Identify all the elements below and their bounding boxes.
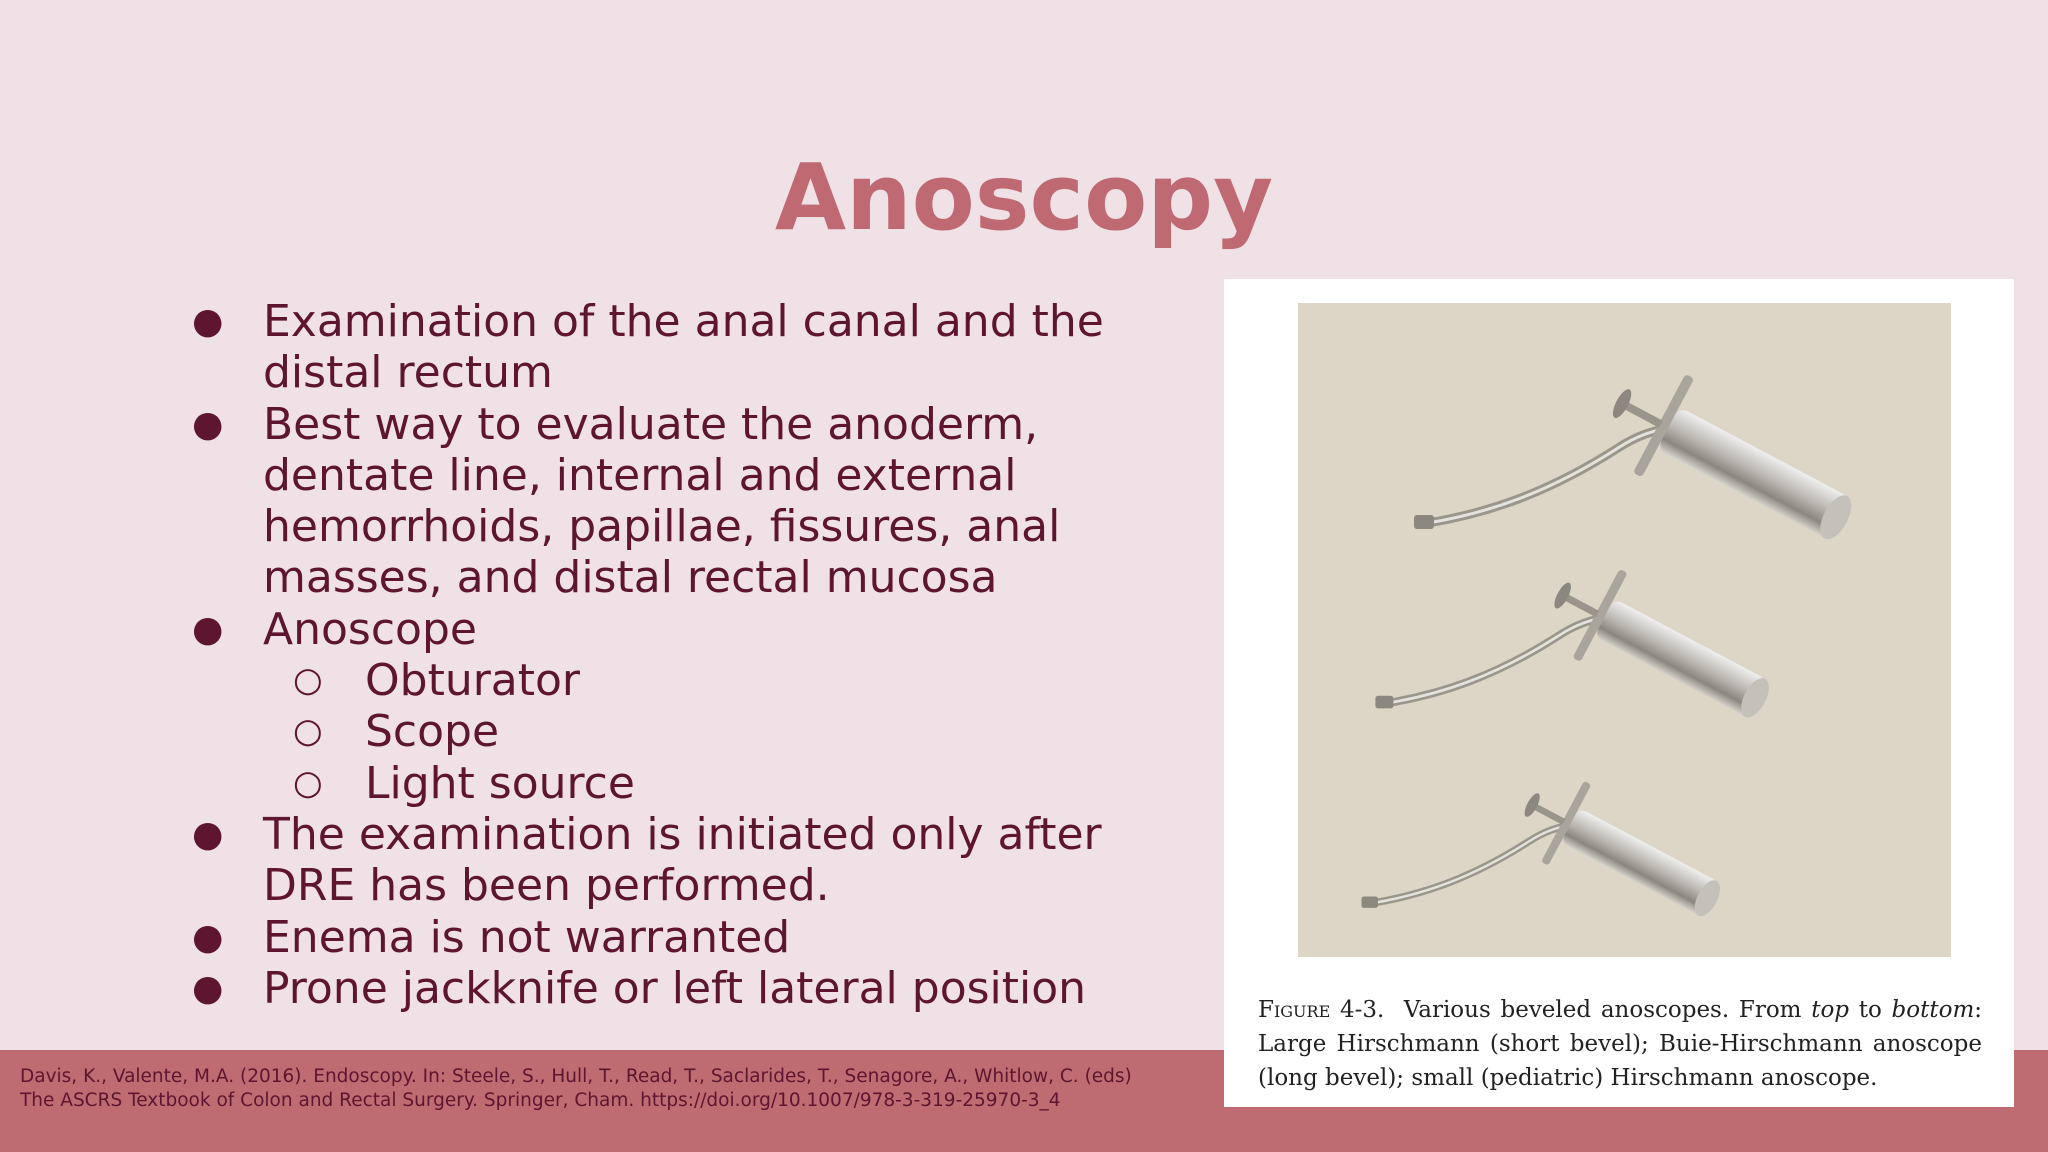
hollow-circle-icon: ○	[293, 660, 323, 701]
anoscopes-photo	[1298, 303, 1951, 957]
slide-title-text: Anoscopy	[774, 144, 1274, 251]
bullet-list	[188, 296, 1168, 1014]
bullet-dot-icon: ●	[192, 608, 224, 650]
citation-line: Davis, K., Valente, M.A. (2016). Endoscopy. In: Steele, S., Hull, T., Read, T., Saclarides, T., Senagore, A., Whitlow, C. (eds)	[20, 1066, 1132, 1087]
sub-bullet-item: ○ Obturator	[293, 655, 581, 707]
slide-title	[0, 138, 2048, 258]
bullet-item: ● Best way to evaluate the anoderm, dentate line, internal and external hemorrhoids, papillae, fissures, anal masses, and distal rectal mucosa	[192, 398, 1061, 604]
bullet-item: ● Enema is not warranted	[192, 911, 791, 963]
figure-panel	[1224, 279, 2014, 1107]
anoscopes-illustration	[1298, 303, 1951, 957]
bullet-dot-icon: ●	[192, 403, 224, 445]
figure-caption: Figure 4-3. Various beveled anoscopes. From top to bottom: Large Hirschmann (short bevel); Buie-Hirschmann anoscope (long bevel); small (pediatric) Hirschmann anoscope.	[1258, 997, 1983, 1091]
bullet-item: ● Examination of the anal canal and the distal rectum	[192, 296, 1104, 399]
bullet-item: ● Prone jackknife or left lateral position	[192, 962, 1087, 1014]
sub-bullet-item: ○ Scope	[293, 706, 500, 758]
bullet-item: ● The examination is initiated only after DRE has been performed.	[192, 808, 1102, 912]
citation	[20, 1065, 1200, 1113]
bullet-dot-icon: ●	[192, 813, 224, 855]
hollow-circle-icon: ○	[293, 711, 323, 752]
figure-label: Figure 4-3.	[1258, 997, 1385, 1023]
bullet-dot-icon: ●	[192, 301, 224, 342]
sub-bullet-item: ○ Light source	[293, 757, 635, 809]
bullet-dot-icon: ●	[192, 916, 224, 958]
citation-line: The ASCRS Textbook of Colon and Rectal Surgery. Springer, Cham. https://doi.org/10.1007/978-3-319-25970-3_4	[20, 1090, 1061, 1111]
bullet-dot-icon: ●	[192, 967, 224, 1009]
bullet-item: ● Anoscope	[192, 603, 477, 655]
hollow-circle-icon: ○	[293, 762, 323, 803]
